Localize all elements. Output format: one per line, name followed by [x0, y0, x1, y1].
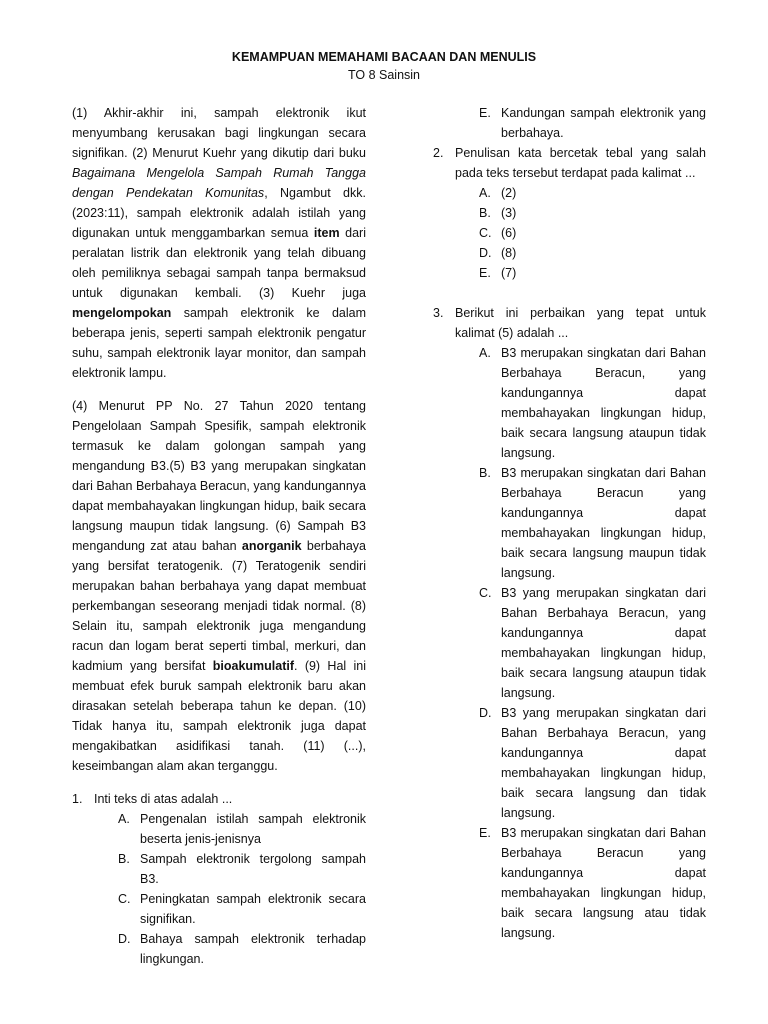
bold-term: mengelompokan: [72, 306, 172, 320]
question-1-continued: [433, 103, 706, 143]
question-3: [433, 303, 706, 943]
passage-paragraph-1: [72, 103, 366, 383]
option-text: Kandungan sampah elektronik yang berbahaya.: [501, 106, 706, 140]
text-run: dari peralatan listrik dan elektronik yang telah dibuang oleh pemiliknya sebagai sampah tanpa bermaksud untuk digunakan kembali. (3) Kuehr juga: [72, 226, 366, 300]
option-list: [479, 183, 706, 283]
spacer: [433, 283, 706, 303]
option-a[interactable]: [479, 343, 706, 463]
option-e[interactable]: [479, 823, 706, 943]
option-c[interactable]: [479, 583, 706, 703]
option-text: Peningkatan sampah elektronik secara signifikan.: [140, 892, 366, 926]
option-letter: D.: [118, 932, 131, 946]
question-text: Inti teks di atas adalah ...: [94, 792, 233, 806]
question-2: [433, 143, 706, 283]
option-letter: A.: [118, 812, 130, 826]
question-1: [72, 789, 366, 969]
option-c[interactable]: [118, 889, 366, 929]
bold-term: bioakumulatif: [212, 659, 295, 673]
option-text: (8): [501, 246, 517, 260]
text-run: . (9) Hal ini membuat efek buruk sampah elektronik baru akan dirasakan setelah beberapa tahun ke depan. (10) Tidak hanya itu, sampah elektronik juga dapat mengakibatkan asidifikasi tanah. (11) (...), keseimbangan alam akan terganggu.: [72, 659, 366, 773]
text-run: sampah elektronik ke dalam beberapa jenis, seperti sampah elektronik pengatur suhu, sampah elektronik layar monitor, dan sampah elektronik lampu.: [72, 306, 366, 380]
option-text: (7): [501, 266, 517, 280]
text-run: berbahaya yang bersifat teratogenik. (7) Teratogenik sendiri merupakan bahan berbahaya yang dapat membuat perkembangan seseorang menjadi tidak normal. (8) Selain itu, sampah elektronik juga mengandung racun dan logam berat seperti timbal, merkuri, dan kadmium yang bersifat: [72, 539, 366, 673]
option-text: (2): [501, 186, 517, 200]
option-e[interactable]: [479, 103, 706, 143]
option-letter: C.: [118, 892, 131, 906]
option-list: [479, 343, 706, 943]
page-title: KEMAMPUAN MEMAHAMI BACAAN DAN MENULIS: [231, 50, 537, 64]
option-list: [479, 103, 706, 143]
option-text: Sampah elektronik tergolong sampah B3.: [140, 852, 366, 886]
question-number: 3.: [433, 306, 444, 320]
option-letter: B.: [479, 466, 491, 480]
question-text: Berikut ini perbaikan yang tepat untuk kalimat (5) adalah ...: [455, 306, 706, 340]
text-run: (1) Akhir-akhir ini, sampah elektronik ikut menyumbang kerusakan bagi lingkungan secara signifikan. (2) Menurut Kuehr yang dikutip dari buku: [72, 106, 366, 160]
option-d[interactable]: [479, 703, 706, 823]
option-d[interactable]: [479, 243, 706, 263]
text-run: , Ngambut dkk. (2023:11), sampah elektronik adalah istilah yang digunakan untuk menggambarkan semua: [72, 186, 366, 240]
bold-term: anorganik: [241, 539, 302, 553]
option-letter: B.: [118, 852, 130, 866]
option-a[interactable]: [479, 183, 706, 203]
option-text: B3 merupakan singkatan dari Bahan Berbahaya Beracun yang kandungannya dapat membahayakan lingkungan hidup, baik secara langsung atau tidak langsung.: [501, 826, 706, 940]
option-text: Bahaya sampah elektronik terhadap lingkungan.: [140, 932, 366, 966]
option-c[interactable]: [479, 223, 706, 243]
question-number: 1.: [72, 792, 83, 806]
bold-term: item: [313, 226, 340, 240]
option-text: Pengenalan istilah sampah elektronik beserta jenis-jenisnya: [140, 812, 366, 846]
option-letter: E.: [479, 106, 491, 120]
option-b[interactable]: [479, 203, 706, 223]
option-letter: A.: [479, 186, 491, 200]
option-letter: D.: [479, 246, 492, 260]
option-e[interactable]: [479, 263, 706, 283]
option-list: [118, 809, 366, 969]
option-text: B3 merupakan singkatan dari Bahan Berbahaya Beracun yang kandungannya dapat membahayakan lingkungan hidup, baik secara langsung maupun tidak langsung.: [501, 466, 706, 580]
italic-title: Bagaimana Mengelola Sampah Rumah Tangga dengan Pendekatan Komunitas: [72, 166, 366, 200]
option-letter: E.: [479, 266, 491, 280]
question-number: 2.: [433, 146, 444, 160]
option-text: B3 yang merupakan singkatan dari Bahan Berbahaya Beracun, yang kandungannya dapat membahayakan lingkungan hidup, baik secara langsung dan tidak langsung.: [501, 706, 706, 820]
passage-paragraph-2: [72, 396, 366, 776]
option-letter: D.: [479, 706, 492, 720]
option-letter: E.: [479, 826, 491, 840]
option-letter: C.: [479, 226, 492, 240]
question-text: Penulisan kata bercetak tebal yang salah pada teks tersebut terdapat pada kalimat ...: [455, 146, 706, 180]
text-run: (4) Menurut PP No. 27 Tahun 2020 tentang Pengelolaan Sampah Spesifik, sampah elektronik termasuk ke dalam golongan sampah yang mengandung B3.(5) B3 yang merupakan singkatan dari Bahan Berbahaya Beracun, yang kandungannya dapat membahayakan lingkungan hidup, baik secara langsung maupun tidak langsung. (6) Sampah B3 mengandung zat atau bahan: [72, 399, 366, 553]
option-b[interactable]: [118, 849, 366, 889]
option-text: B3 merupakan singkatan dari Bahan Berbahaya Beracun, yang kandungannya dapat membahayakan lingkungan hidup, baik secara langsung ataupun tidak langsung.: [501, 346, 706, 460]
option-text: (3): [501, 206, 517, 220]
option-text: B3 yang merupakan singkatan dari Bahan Berbahaya Beracun, yang kandungannya dapat membahayakan lingkungan hidup, baik secara langsung ataupun tidak langsung.: [501, 586, 706, 700]
option-text: (6): [501, 226, 517, 240]
page-subtitle: TO 8 Sainsin: [347, 68, 421, 82]
right-column: [433, 103, 706, 943]
option-letter: B.: [479, 206, 491, 220]
option-d[interactable]: [118, 929, 366, 969]
option-letter: A.: [479, 346, 491, 360]
left-column: [72, 103, 366, 969]
option-b[interactable]: [479, 463, 706, 583]
option-letter: C.: [479, 586, 492, 600]
option-a[interactable]: [118, 809, 366, 849]
